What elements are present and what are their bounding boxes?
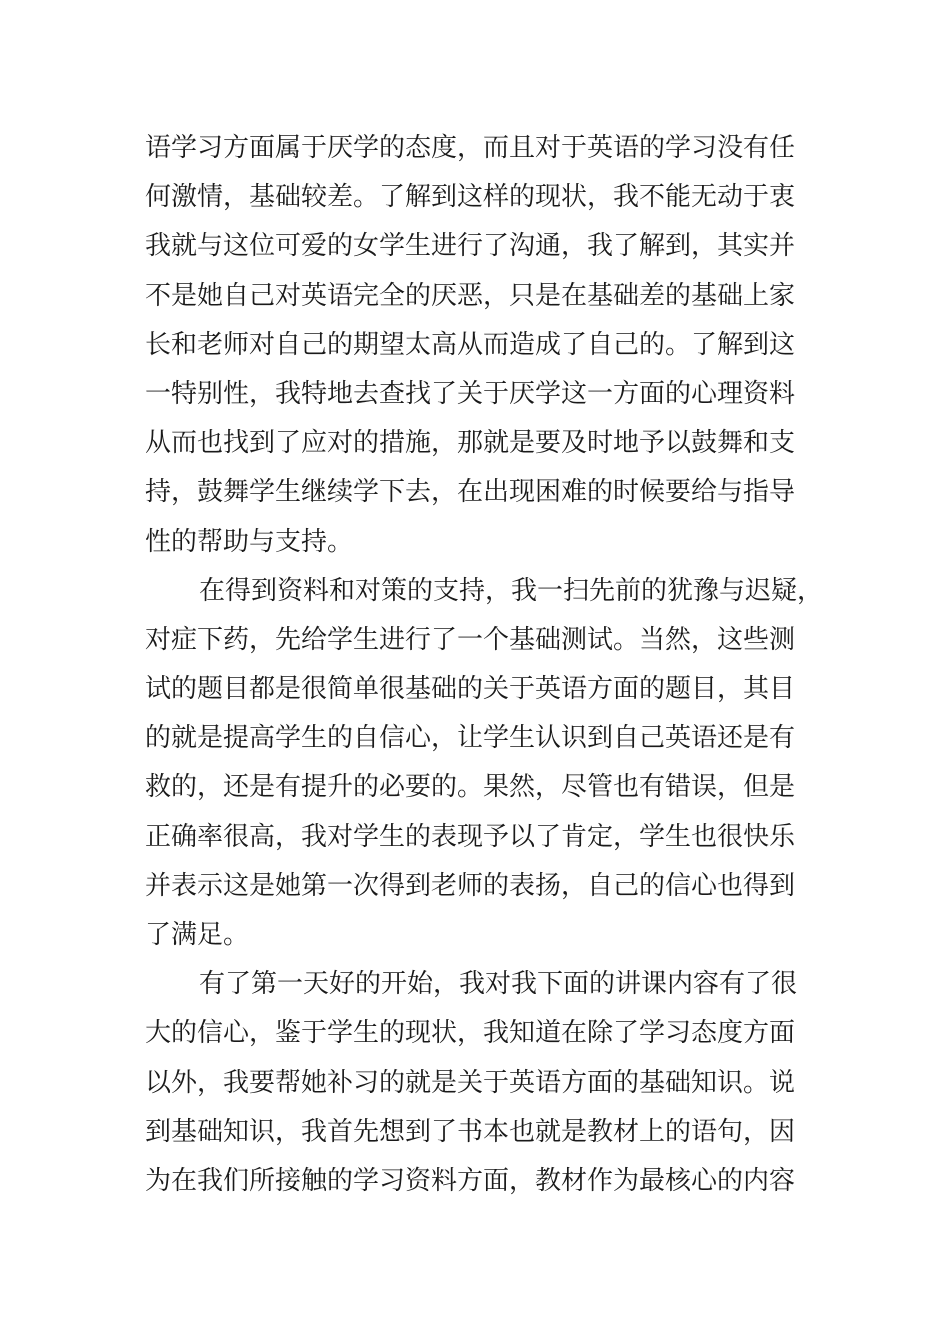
text-line: 何激情，基础较差。了解到这样的现状，我不能无动于衷: [145, 182, 796, 213]
text-line: 的就是提高学生的自信心，让学生认识到自己英语还是有: [145, 723, 796, 754]
text-line: 不是她自己对英语完全的厌恶，只是在基础差的基础上家: [145, 280, 796, 311]
text-line: 到基础知识，我首先想到了书本也就是教材上的语句，因: [145, 1116, 796, 1147]
paragraph-first-line: 在得到资料和对策的支持，我一扫先前的犹豫与迟疑，: [199, 575, 824, 606]
paragraph-first-line: 有了第一天好的开始，我对我下面的讲课内容有了很: [199, 969, 798, 1000]
text-line: 以外，我要帮她补习的就是关于英语方面的基础知识。说: [145, 1067, 796, 1098]
text-line: 大的信心，鉴于学生的现状，我知道在除了学习态度方面: [145, 1018, 796, 1049]
text-line: 语学习方面属于厌学的态度，而且对于英语的学习没有任: [145, 133, 796, 163]
text-line: 持，鼓舞学生继续学下去，在出现困难的时候要给与指导: [145, 477, 796, 508]
text-line: 正确率很高，我对学生的表现予以了肯定，学生也很快乐: [145, 821, 796, 852]
text-line: 长和老师对自己的期望太高从而造成了自己的。了解到这: [145, 329, 796, 360]
text-line: 了满足。: [145, 920, 250, 950]
text-line: 一特别性，我特地去查找了关于厌学这一方面的心理资料: [145, 378, 796, 409]
text-line: 从而也找到了应对的措施，那就是要及时地予以鼓舞和支: [145, 428, 796, 459]
text-line: 为在我们所接触的学习资料方面，教材作为最核心的内容: [145, 1165, 796, 1196]
text-line: 试的题目都是很简单很基础的关于英语方面的题目，其目: [145, 674, 796, 705]
text-line: 对症下药，先给学生进行了一个基础测试。当然，这些测: [145, 624, 796, 655]
body-text: [145, 124, 824, 1206]
text-line: 救的，还是有提升的必要的。果然，尽管也有错误，但是: [145, 772, 796, 803]
text-line: 性的帮助与支持。: [145, 526, 354, 557]
text-line: 并表示这是她第一次得到老师的表扬，自己的信心也得到: [145, 870, 796, 901]
text-line: 我就与这位可爱的女学生进行了沟通，我了解到，其实并: [145, 231, 796, 262]
